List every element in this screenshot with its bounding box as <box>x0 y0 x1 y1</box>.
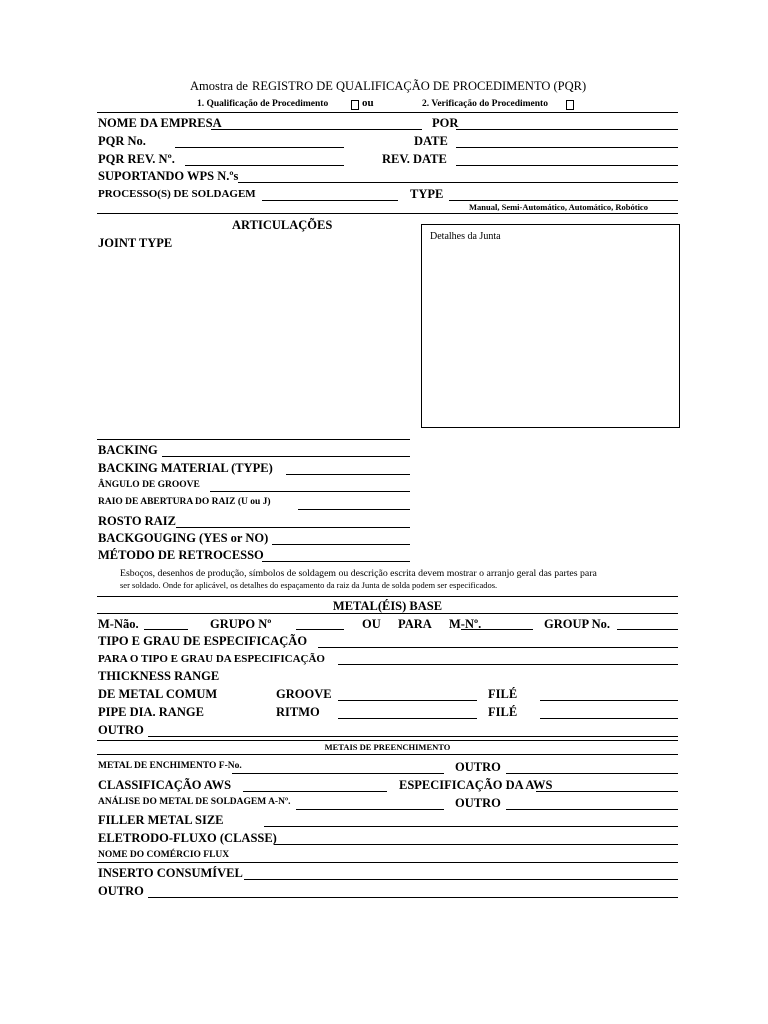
type-label: TYPE <box>410 187 444 201</box>
groove-angle-label: ÂNGULO DE GROOVE <box>98 480 200 490</box>
base-metal-divider <box>97 740 678 741</box>
filler-other3-label: OUTRO <box>98 884 144 898</box>
fillet-pipe-field[interactable] <box>540 718 678 719</box>
pqr-rev-field[interactable] <box>185 165 344 166</box>
groove-pipe-label: RITMO <box>276 705 320 719</box>
filler-other2-label: OUTRO <box>455 796 501 810</box>
groove-angle-field[interactable] <box>210 491 410 492</box>
joint-details-label: Detalhes da Junta <box>430 231 501 242</box>
company-name-label: NOME DA EMPRESA <box>98 116 222 130</box>
base-metal-title-line <box>97 613 678 614</box>
filler-size-label: FILLER METAL SIZE <box>98 813 224 827</box>
backing-material-label: BACKING MATERIAL (TYPE) <box>98 461 273 475</box>
joint-note-line1: Esboços, desenhos de produção, símbolos de soldagem ou descrição escrita devem mostrar o arranjo geral das partes para <box>120 568 597 579</box>
backgouging-field[interactable] <box>272 544 410 545</box>
filler-f-no-field[interactable] <box>232 773 444 774</box>
date-field[interactable] <box>456 147 678 148</box>
company-divider <box>97 213 678 214</box>
fillet-pipe-label: FILÉ <box>488 705 518 719</box>
company-name-field[interactable] <box>211 129 422 130</box>
m-no-to-field[interactable] <box>461 629 533 630</box>
welding-process-label: PROCESSO(S) DE SOLDAGEM <box>98 188 256 200</box>
backing-label: BACKING <box>98 443 158 457</box>
backgouging-method-label: MÉTODO DE RETROCESSO <box>98 548 264 562</box>
date-label: DATE <box>414 134 448 148</box>
fillet-label: FILÉ <box>488 687 518 701</box>
m-no-to-label: M-Nº. <box>449 617 482 631</box>
pipe-dia-range-label: PIPE DIA. RANGE <box>98 705 204 719</box>
filler-f-no-label: METAL DE ENCHIMENTO F-No. <box>98 761 242 771</box>
backgouging-label: BACKGOUGING (YES or NO) <box>98 531 269 545</box>
por-label: POR <box>432 116 459 130</box>
backing-material-field[interactable] <box>286 474 410 475</box>
joints-title: ARTICULAÇÕES <box>232 218 333 232</box>
group-no-to-label: GROUP No. <box>544 617 610 631</box>
base-metal-title: METAL(ÉIS) BASE <box>332 599 443 613</box>
type-note: Manual, Semi-Automático, Automático, Robótico <box>469 202 648 212</box>
option-qualification-checkbox[interactable] <box>351 100 359 110</box>
aws-spec-label: ESPECIFICAÇÃO DA AWS <box>399 778 553 792</box>
filler-metals-title: METAIS DE PREENCHIMENTO <box>324 742 451 752</box>
consumable-insert-label: INSERTO CONSUMÍVEL <box>98 866 243 880</box>
root-opening-label: RAIO DE ABERTURA DO RAIZ (U ou J) <box>98 497 271 507</box>
option-verification-checkbox[interactable] <box>566 100 574 110</box>
title-prefix: Amostra de <box>190 79 248 93</box>
option-qualification-label: 1. Qualificação de Procedimento <box>197 99 329 109</box>
group-no-label: GRUPO Nº <box>210 617 272 631</box>
backing-field[interactable] <box>162 456 410 457</box>
base-other-field[interactable] <box>148 736 678 737</box>
thickness-range-label: THICKNESS RANGE <box>98 669 220 683</box>
groove-field[interactable] <box>338 700 477 701</box>
filler-metals-title-line <box>97 754 678 755</box>
page-title: REGISTRO DE QUALIFICAÇÃO DE PROCEDIMENTO (PQR) <box>252 79 587 93</box>
joint-sketch-line[interactable] <box>97 439 410 440</box>
joints-divider <box>97 596 678 597</box>
supporting-wps-field[interactable] <box>238 182 678 183</box>
weld-metal-analysis-label: ANÁLISE DO METAL DE SOLDAGEM A-Nº. <box>98 797 291 807</box>
joint-note-line2: ser soldado. Onde for aplicável, os detalhes do espaçamento da raiz da Junta de solda podem ser especificados. <box>120 580 498 590</box>
fillet-field[interactable] <box>540 700 678 701</box>
root-face-field[interactable] <box>176 527 410 528</box>
flux-trade-name-label: NOME DO COMÉRCIO FLUX <box>98 850 230 860</box>
electrode-flux-label: ELETRODO-FLUXO (CLASSE) <box>98 831 277 845</box>
rev-date-label: REV. DATE <box>382 152 447 166</box>
option-or-label: ou <box>362 97 374 109</box>
group-no-field[interactable] <box>296 629 344 630</box>
weld-metal-analysis-field[interactable] <box>296 809 444 810</box>
spec-type-grade-field[interactable] <box>318 647 678 648</box>
m-no-field[interactable] <box>144 629 188 630</box>
joint-details-box[interactable] <box>421 224 680 428</box>
filler-other2-field[interactable] <box>506 809 678 810</box>
to-spec-type-grade-field[interactable] <box>338 664 678 665</box>
root-opening-field[interactable] <box>298 509 410 510</box>
group-no-to-field[interactable] <box>617 629 678 630</box>
por-field[interactable] <box>456 129 678 130</box>
header-divider <box>97 112 678 113</box>
aws-class-label: CLASSIFICAÇÃO AWS <box>98 778 232 792</box>
root-face-label: ROSTO RAIZ <box>98 514 176 528</box>
rev-date-field[interactable] <box>456 165 678 166</box>
option-verification-label: 2. Verificação do Procedimento <box>422 99 548 109</box>
filler-other3-field[interactable] <box>148 897 678 898</box>
welding-process-field[interactable] <box>262 200 398 201</box>
aws-class-field[interactable] <box>243 791 387 792</box>
to-spec-type-grade-label: PARA O TIPO E GRAU DA ESPECIFICAÇÃO <box>98 653 325 665</box>
pqr-no-label: PQR No. <box>98 134 146 148</box>
flux-trade-name-field[interactable] <box>97 862 678 863</box>
backgouging-method-field[interactable] <box>262 561 410 562</box>
filler-other1-label: OUTRO <box>455 760 501 774</box>
groove-pipe-field[interactable] <box>338 718 477 719</box>
m-no-label: M-Não. <box>98 617 139 631</box>
consumable-insert-field[interactable] <box>244 879 678 880</box>
to-label: PARA <box>398 617 432 631</box>
or-label: OU <box>362 617 381 631</box>
spec-type-grade-label: TIPO E GRAU DE ESPECIFICAÇÃO <box>98 634 308 648</box>
filler-other1-field[interactable] <box>506 773 678 774</box>
base-other-label: OUTRO <box>98 723 144 737</box>
type-field[interactable] <box>449 200 678 201</box>
filler-size-field[interactable] <box>264 826 678 827</box>
pqr-rev-label: PQR REV. Nº. <box>98 152 175 166</box>
supporting-wps-label: SUPORTANDO WPS N.ºs <box>98 169 239 183</box>
joint-type-label: JOINT TYPE <box>98 236 173 250</box>
electrode-flux-field[interactable] <box>274 844 678 845</box>
pqr-no-field[interactable] <box>175 147 344 148</box>
aws-spec-field[interactable] <box>536 791 678 792</box>
groove-label: GROOVE <box>276 687 332 701</box>
base-metal-common-label: DE METAL COMUM <box>98 687 218 701</box>
